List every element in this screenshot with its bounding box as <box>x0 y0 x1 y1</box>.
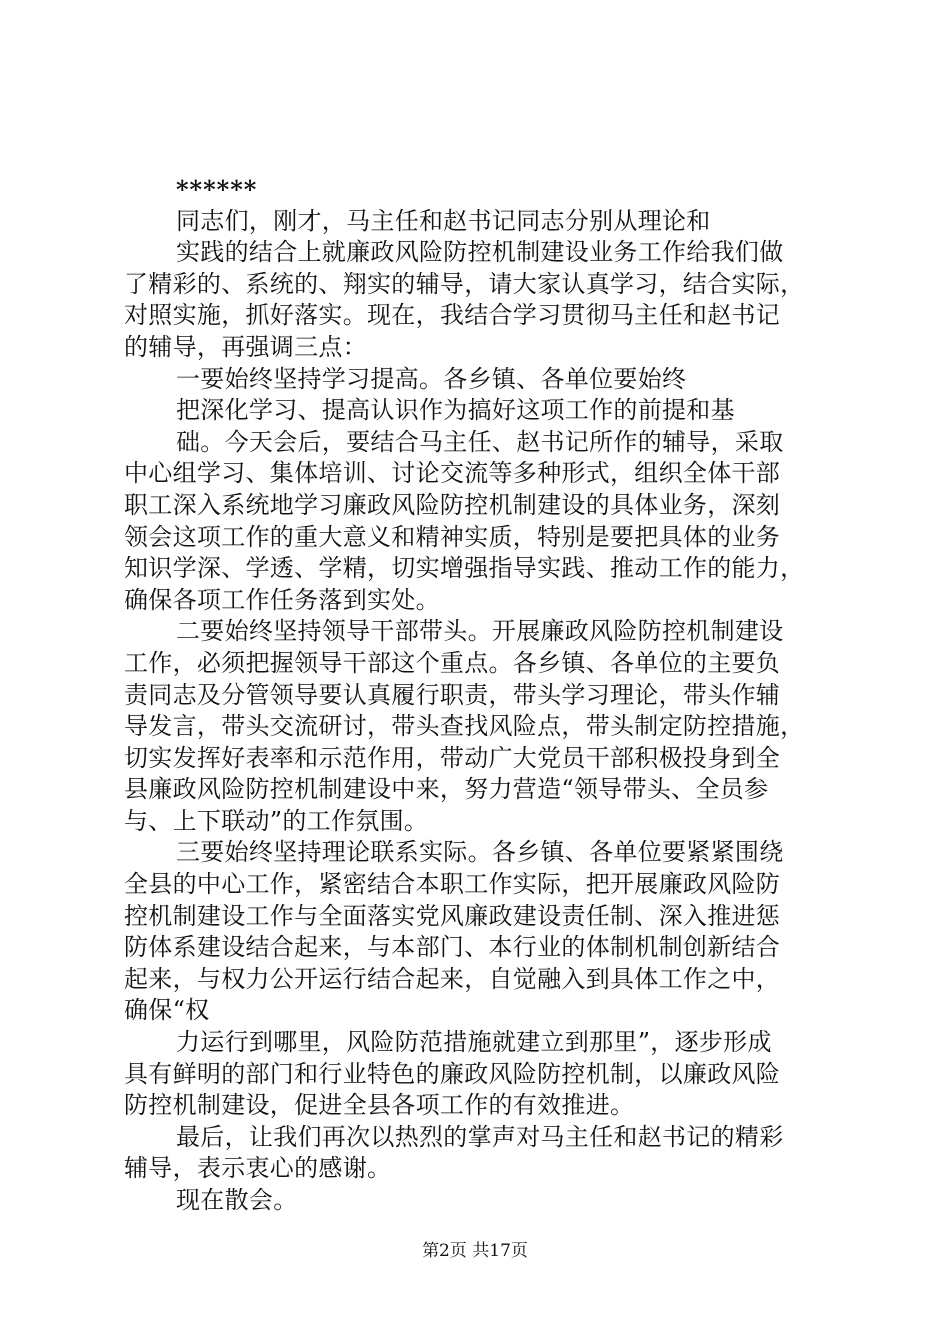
text-line: 最后，让我们再次以热烈的掌声对马主任和赵书记的精彩 <box>176 1122 784 1151</box>
page-number-footer: 第2页 共17页 <box>422 1241 528 1261</box>
text-line: 确保各项工作任务落到实处。 <box>124 585 440 614</box>
text-line: 防控机制建设，促进全县各项工作的有效推进。 <box>124 1091 635 1120</box>
text-line: 辅导，表示衷心的感谢。 <box>124 1154 392 1183</box>
text-line: 了精彩的、系统的、翔实的辅导，请大家认真学习，结合实际， <box>124 269 805 298</box>
text-line: 具有鲜明的部门和行业特色的廉政风险防控机制，以廉政风险 <box>124 1059 781 1088</box>
text-line: 实践的结合上就廉政风险防控机制建设业务工作给我们做 <box>176 238 784 267</box>
text-line: 同志们，刚才，马主任和赵书记同志分别从理论和 <box>176 206 711 235</box>
text-line: 的辅导，再强调三点： <box>124 332 367 361</box>
text-line: 工作，必须把握领导干部这个重点。各乡镇、各单位的主要负 <box>124 648 781 677</box>
text-line: 县廉政风险防控机制建设中来，努力营造“领导带头、全员参 <box>124 775 769 804</box>
text-line: 责同志及分管领导要认真履行职责，带头学习理论，带头作辅 <box>124 680 781 709</box>
text-line: 对照实施，抓好落实。现在，我结合学习贯彻马主任和赵书记 <box>124 301 781 330</box>
text-line: 础。今天会后，要结合马主任、赵书记所作的辅导，采取 <box>176 427 784 456</box>
closing-line: 现在散会。 <box>176 1186 298 1214</box>
text-line: 导发言，带头交流研讨，带头查找风险点，带头制定防控措施， <box>124 712 805 741</box>
text-line: 确保“权 <box>124 996 210 1025</box>
text-line: 力运行到哪里，风险防范措施就建立到那里”，逐步形成 <box>176 1028 772 1057</box>
text-line: 起来，与权力公开运行结合起来，自觉融入到具体工作之中， <box>124 964 781 993</box>
section-heading-line: 三要始终坚持理论联系实际。各乡镇、各单位要紧紧围绕 <box>176 838 784 867</box>
document-body <box>124 174 844 1217</box>
text-line-separator: ****** <box>176 175 258 204</box>
text-line: 防体系建设结合起来，与本部门、本行业的体制机制创新结合 <box>124 933 781 962</box>
text-line: 知识学深、学透、学精，切实增强指导实践、推动工作的能力， <box>124 554 805 583</box>
text-line: 与、上下联动”的工作氛围。 <box>124 806 429 835</box>
section-heading-line: 一要始终坚持学习提高。各乡镇、各单位要始终 <box>176 364 687 393</box>
text-line: 职工深入系统地学习廉政风险防控机制建设的具体业务，深刻 <box>124 490 781 519</box>
text-line: 全县的中心工作，紧密结合本职工作实际，把开展廉政风险防 <box>124 870 781 899</box>
text-line: 领会这项工作的重大意义和精神实质，特别是要把具体的业务 <box>124 522 781 551</box>
section-heading-line: 二要始终坚持领导干部带头。开展廉政风险防控机制建设 <box>176 617 784 646</box>
text-line: 把深化学习、提高认识作为搞好这项工作的前提和基 <box>176 396 735 425</box>
text-line: 中心组学习、集体培训、讨论交流等多种形式，组织全体干部 <box>124 459 781 488</box>
text-line: 切实发挥好表率和示范作用，带动广大党员干部积极投身到全 <box>124 743 781 772</box>
text-line: 控机制建设工作与全面落实党风廉政建设责任制、深入推进惩 <box>124 901 781 930</box>
